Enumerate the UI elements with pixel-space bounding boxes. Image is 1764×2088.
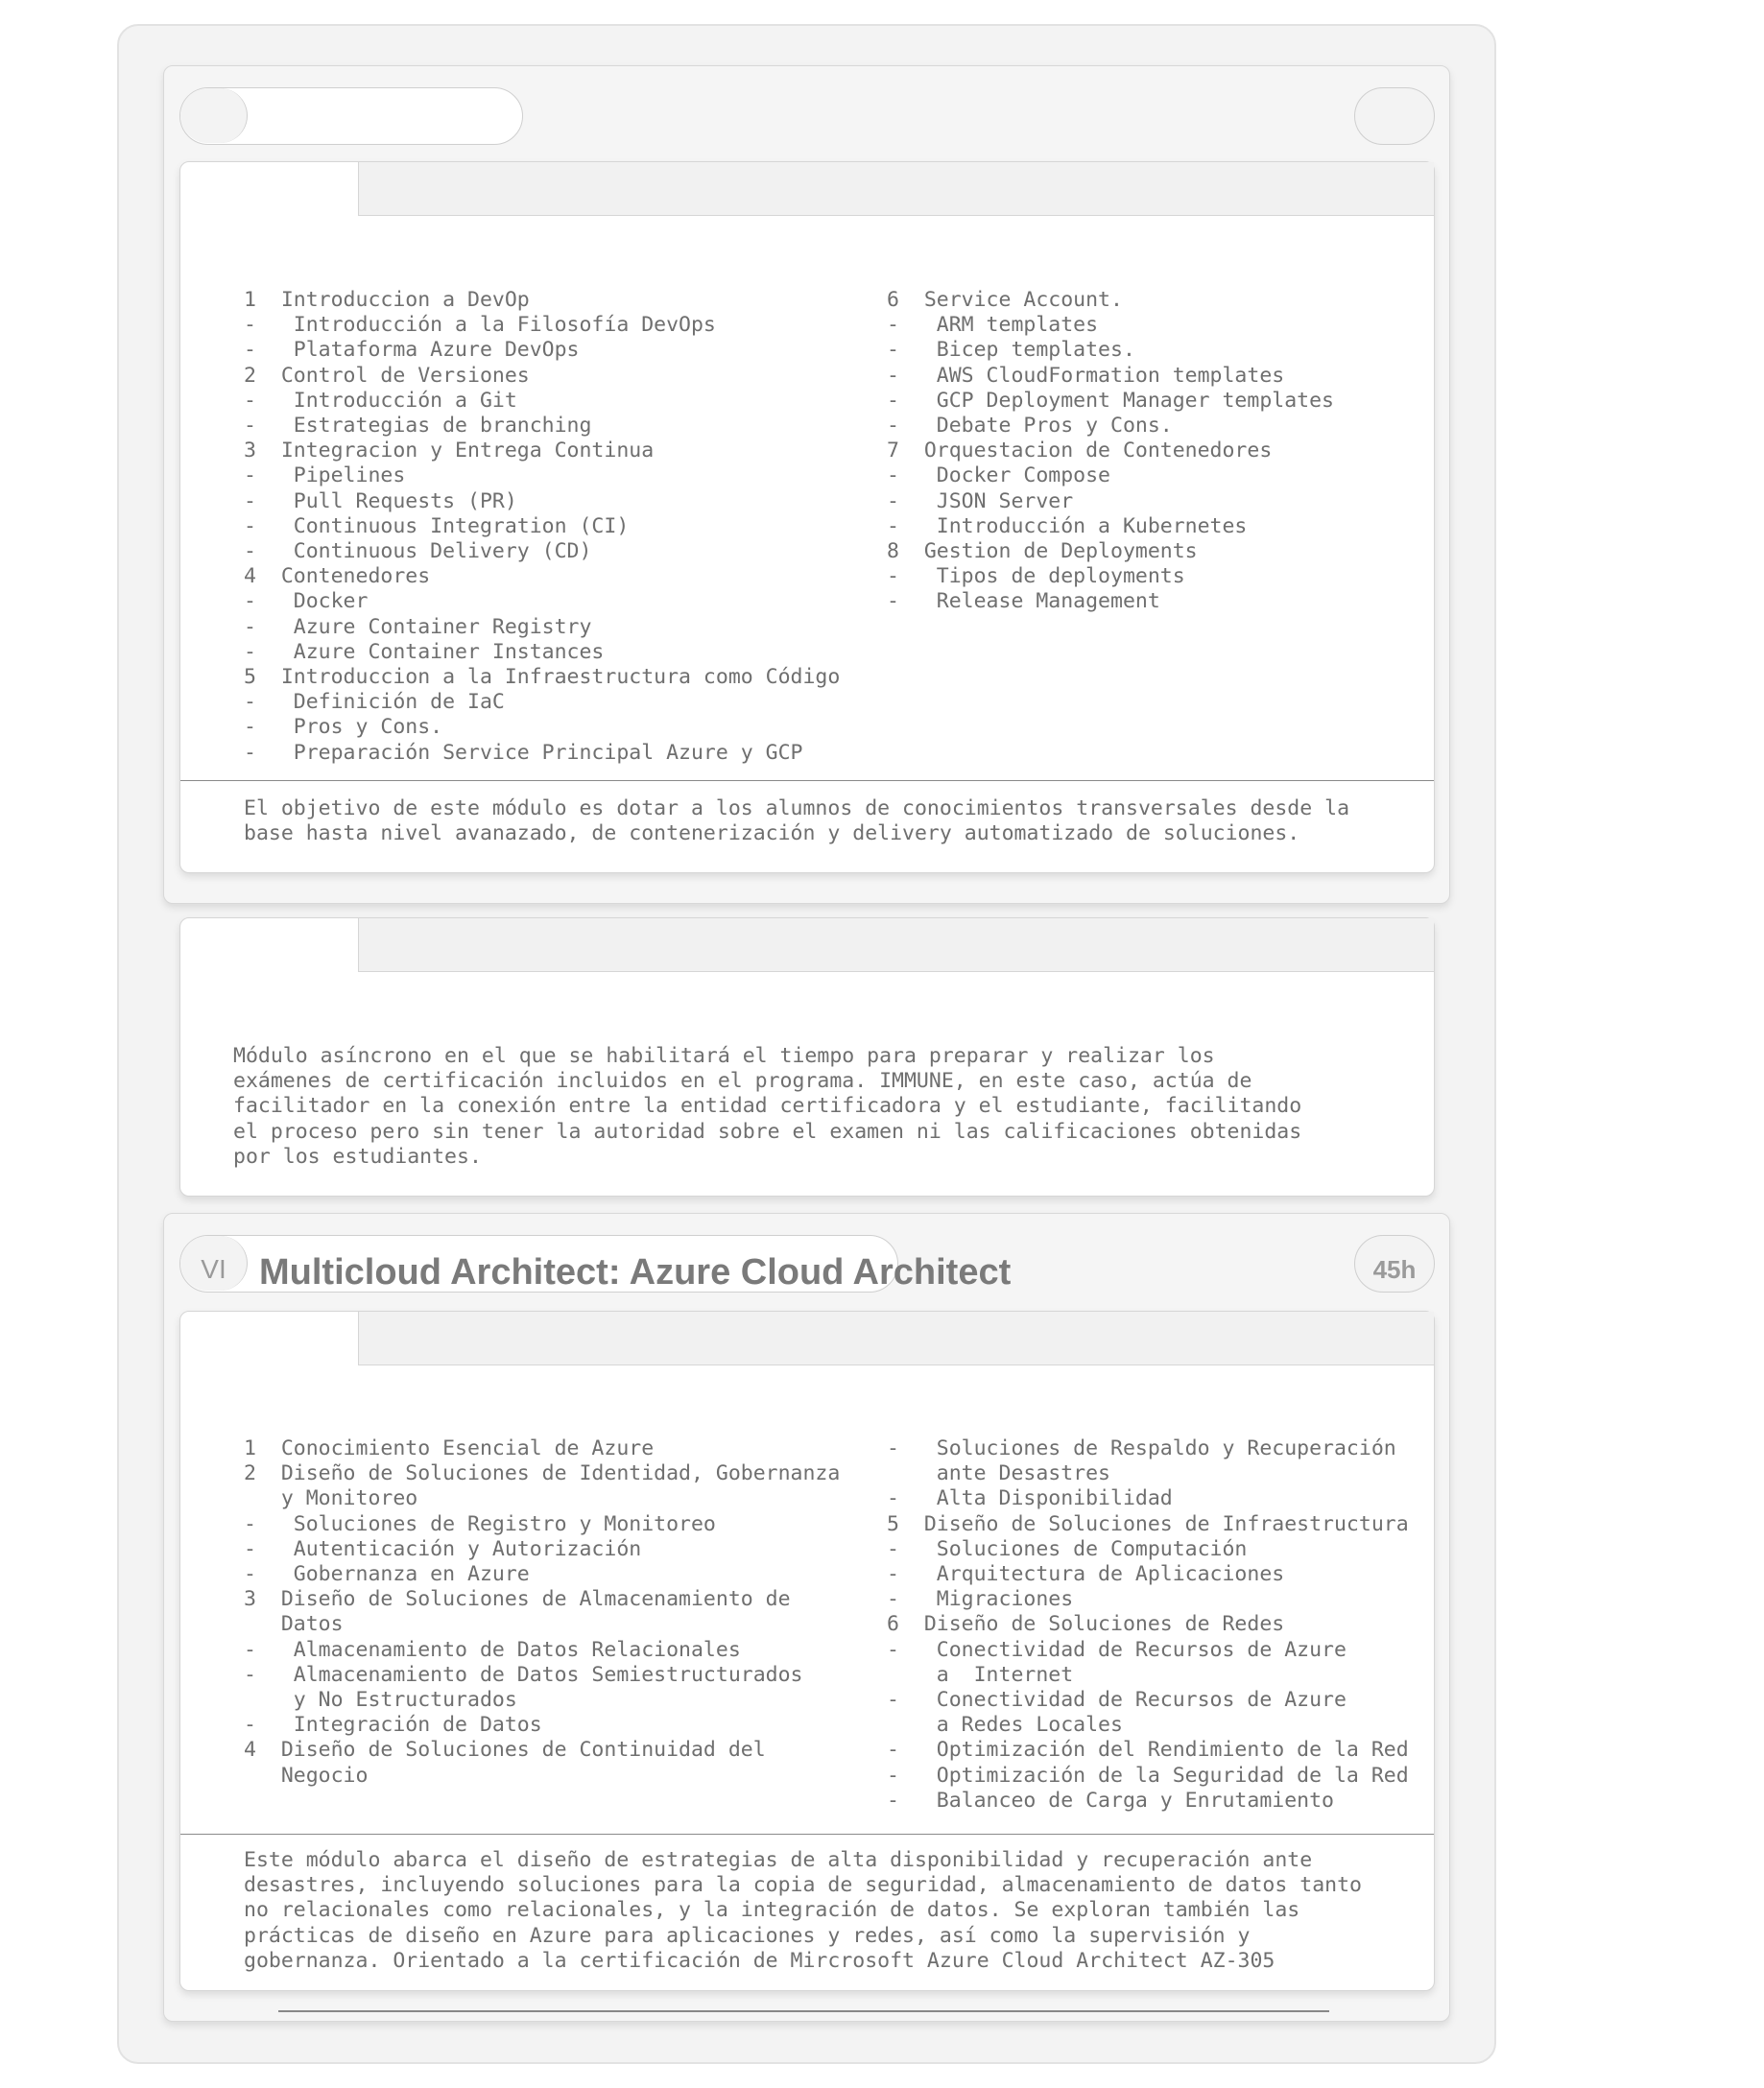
module-number-badge: VI [180,1236,248,1291]
syllabus-column-right: 6 Service Account. - ARM templates - Bicep templates. - AWS CloudFormation templates - GCP Deployment Manager templates - Debate Pros y Cons. 7 Orquestacion de Contenedores - Docker Compose - JSON Server - Introducción a Kubernetes 8 Gestion de Deployments - Tipos de deployments - Release Management [887,288,1334,614]
module-number-badge [180,88,248,143]
module-azure-card [179,1311,1435,1991]
module-devops-card [179,161,1435,873]
module-azure-header [179,1235,1012,1293]
syllabus-column-right: - Soluciones de Respaldo y Recuperación ante Desastres - Alta Disponibilidad 5 Diseño de Soluciones de Infraestructura - Soluciones de Computación - Arquitectura de Aplicaciones - Migraciones 6 Diseño de Soluciones de Redes - Conectividad de Recursos de Azure a Internet - Conectividad de Recursos de Azure a Redes Locales - Optimización del Rendimiento de la Red - Optimización de la Seguridad de la Red - Balanceo de Carga y Enrutamiento [887,1436,1409,1813]
certification-card [179,917,1435,1197]
syllabus-column-left: 1 Conocimiento Esencial de Azure 2 Diseño de Soluciones de Identidad, Gobernanza y Monitoreo - Soluciones de Registro y Monitoreo - Autenticación y Autorización - Gobernanza en Azure 3 Diseño de Soluciones de Almacenamiento de Datos - Almacenamiento de Datos Relacionales - Almacenamiento de Datos Semiestructurados y No Estructurados - Integración de Datos 4 Diseño de Soluciones de Continuidad del Negocio [244,1436,841,1788]
module-hours-badge [1354,87,1435,145]
certification-description: Módulo asíncrono en el que se habilitará el tiempo para preparar y realizar los exámenes de certificación incluidos en el programa. IMMUNE, en este caso, actúa de facilitador en la conexión entre la entidad certificadora y el estudiante, facilitando el proceso pero sin tener la autoridad sobre el examen ni las calificaciones obtenidas por los estudiantes. [233,1044,1302,1169]
syllabus-column-left: 1 Introduccion a DevOp - Introducción a la Filosofía DevOps - Plataforma Azure DevOps 2 Control de Versiones - Introducción a Git - Estrategias de branching 3 Integracion y Entrega Continua - Pipelines - Pull Requests (PR) - Continuous Integration (CI) - Continuous Delivery (CD) 4 Contenedores - Docker - Azure Container Registry - Azure Container Instances 5 Introduccion a la Infraestructura como Código - Definición de IaC - Pros y Cons. - Preparación Service Principal Azure y GCP [244,288,841,765]
card-tab-bar [358,162,1434,216]
card-divider [180,780,1434,781]
module-devops-header [179,87,523,145]
module-objective: Este módulo abarca el diseño de estrategias de alta disponibilidad y recuperación ante desastres, incluyendo soluciones para la copia de seguridad, almacenamiento de datos tanto no relacionales como relacionales, y la integración de datos. Se exploran también las prácticas de diseño en Azure para aplicaciones y redes, así como la supervisión y gobernanza. Orientado a la certificación de Mircrosoft Azure Cloud Architect AZ-305 [244,1848,1362,1973]
card-divider [180,1834,1434,1835]
card-tab-bar [358,1312,1434,1365]
module-hours-badge: 45h [1354,1235,1435,1293]
module-title: Multicloud Architect: Azure Cloud Architect [259,1252,1012,1293]
card-tab-bar [358,918,1434,972]
module-objective: El objetivo de este módulo es dotar a los alumnos de conocimientos transversales desde la base hasta nivel avanazado, de contenerización y delivery automatizado de soluciones. [244,796,1350,846]
bottom-divider [278,2010,1329,2012]
